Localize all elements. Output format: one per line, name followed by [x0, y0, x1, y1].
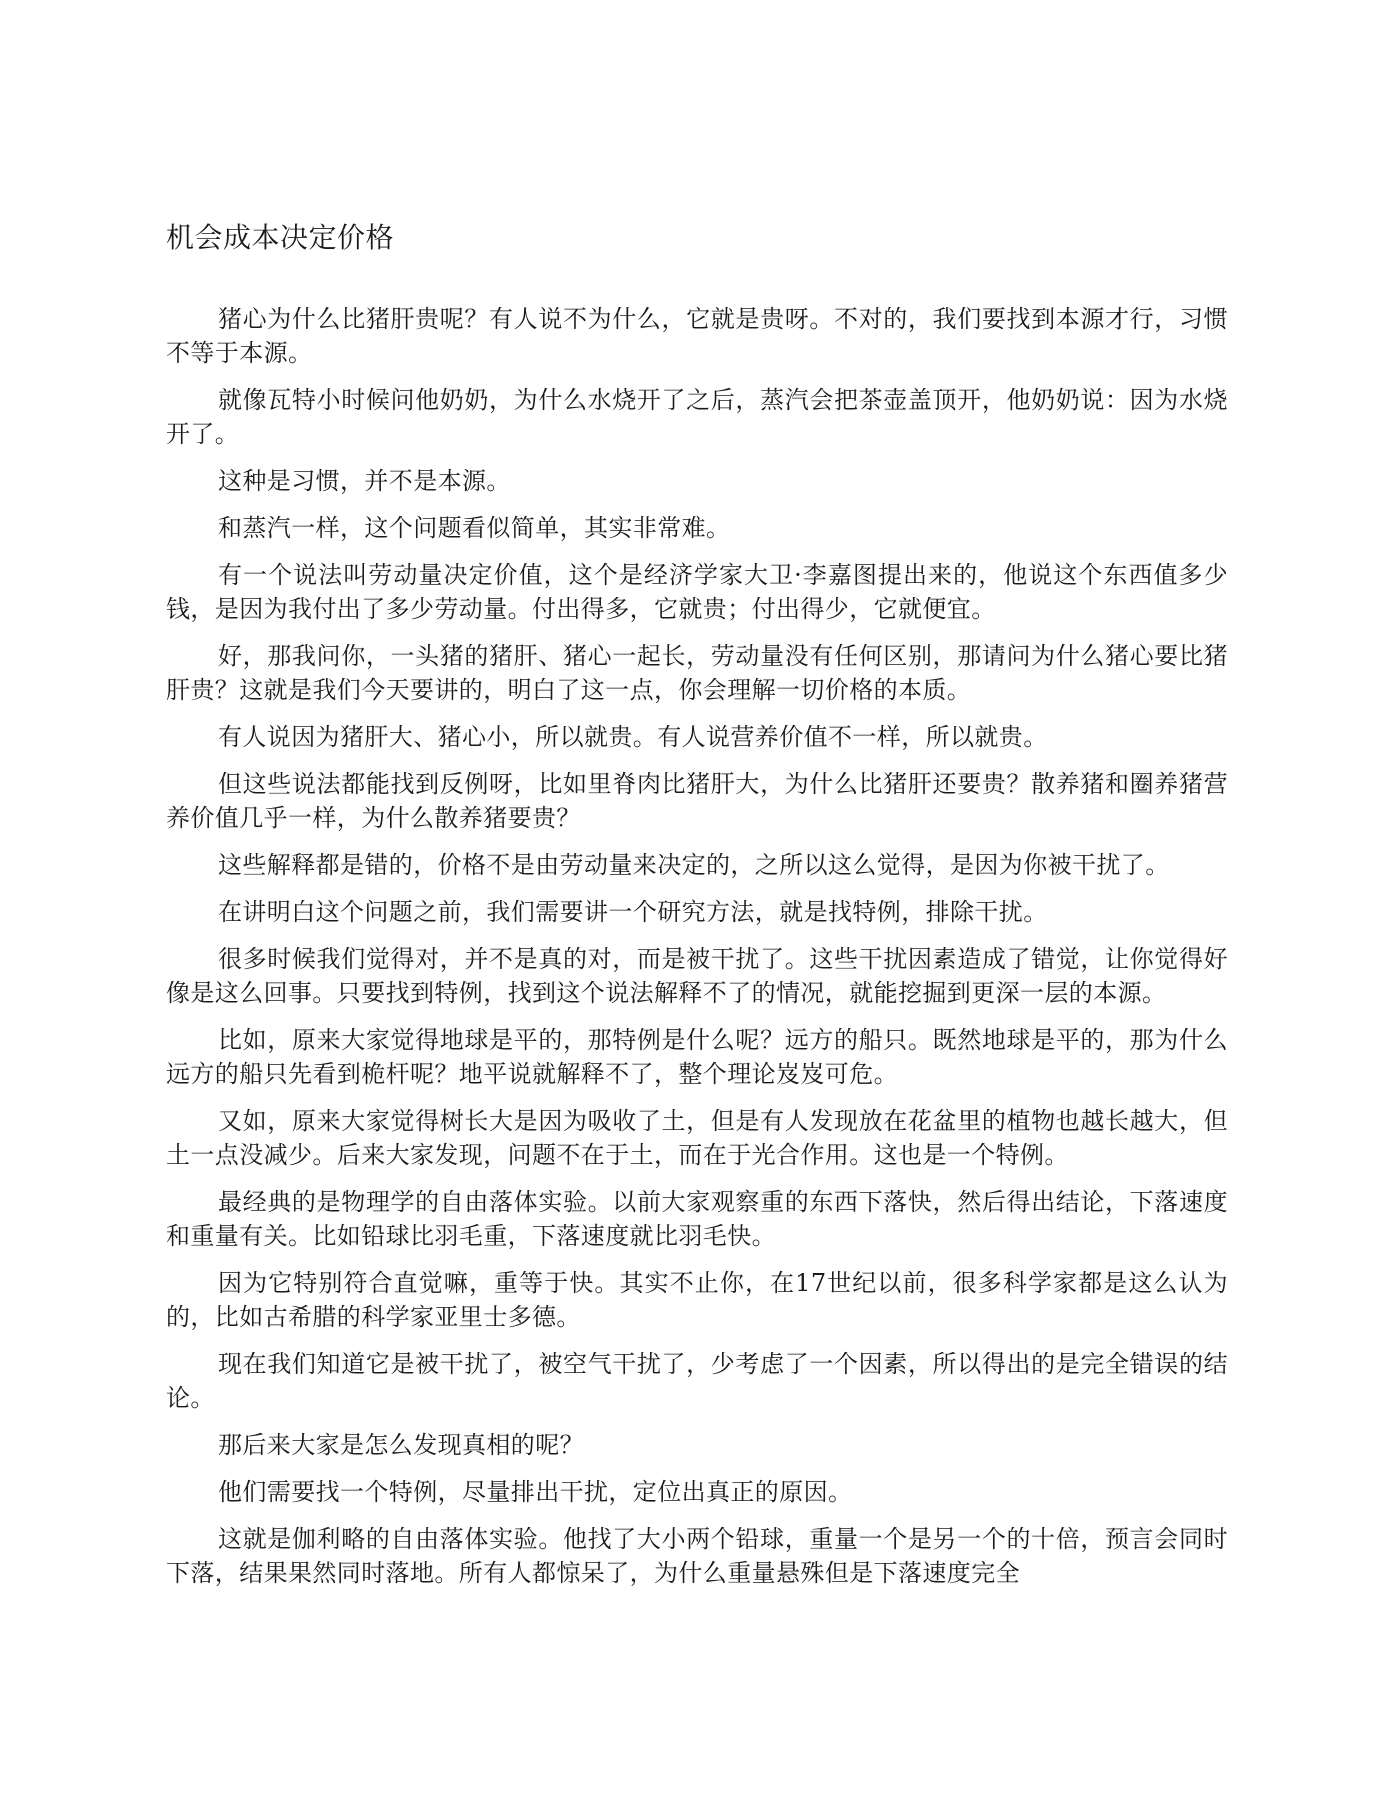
- paragraph: 有人说因为猪肝大、猪心小，所以就贵。有人说营养价值不一样，所以就贵。: [218, 723, 1048, 751]
- paragraph: 这就是伽利略的自由落体实验。他找了大小两个铅球，重量一个是另一个的十倍，预言会同时下落，结果果然同时落地。所有人都惊呆了，为什么重量悬殊但是下落速度完全: [166, 1525, 1228, 1587]
- document-body: [166, 302, 1228, 1603]
- paragraph: 又如，原来大家觉得树长大是因为吸收了土，但是有人发现放在花盆里的植物也越长越大，但土一点没减少。后来大家发现，问题不在于土，而在于光合作用。这也是一个特例。: [166, 1107, 1228, 1169]
- paragraph: 那后来大家是怎么发现真相的呢？: [218, 1431, 584, 1459]
- paragraph: 他们需要找一个特例，尽量排出干扰，定位出真正的原因。: [218, 1478, 853, 1506]
- paragraph: 有一个说法叫劳动量决定价值，这个是经济学家大卫·李嘉图提出来的，他说这个东西值多少钱，是因为我付出了多少劳动量。付出得多，它就贵；付出得少，它就便宜。: [166, 561, 1228, 623]
- paragraph: 但这些说法都能找到反例呀，比如里脊肉比猪肝大，为什么比猪肝还要贵？散养猪和圈养猪营养价值几乎一样，为什么散养猪要贵？: [166, 770, 1228, 832]
- paragraph: 这些解释都是错的，价格不是由劳动量来决定的，之所以这么觉得，是因为你被干扰了。: [218, 851, 1170, 879]
- paragraph: 和蒸汽一样，这个问题看似简单，其实非常难。: [218, 514, 731, 542]
- paragraph: 很多时候我们觉得对，并不是真的对，而是被干扰了。这些干扰因素造成了错觉，让你觉得好像是这么回事。只要找到特例，找到这个说法解释不了的情况，就能挖掘到更深一层的本源。: [166, 945, 1228, 1007]
- paragraph: 比如，原来大家觉得地球是平的，那特例是什么呢？远方的船只。既然地球是平的，那为什么远方的船只先看到桅杆呢？地平说就解释不了，整个理论岌岌可危。: [166, 1026, 1228, 1088]
- paragraph: 好，那我问你，一头猪的猪肝、猪心一起长，劳动量没有任何区别，那请问为什么猪心要比猪肝贵？这就是我们今天要讲的，明白了这一点，你会理解一切价格的本质。: [166, 642, 1228, 704]
- paragraph: 这种是习惯，并不是本源。: [218, 467, 511, 495]
- paragraph: 在讲明白这个问题之前，我们需要讲一个研究方法，就是找特例，排除干扰。: [218, 898, 1048, 926]
- document-title: 机会成本决定价格: [166, 221, 395, 254]
- document-page: [166, 0, 1228, 1800]
- paragraph: 最经典的是物理学的自由落体实验。以前大家观察重的东西下落快，然后得出结论，下落速度和重量有关。比如铅球比羽毛重，下落速度就比羽毛快。: [166, 1188, 1228, 1250]
- paragraph: 现在我们知道它是被干扰了，被空气干扰了，少考虑了一个因素，所以得出的是完全错误的结论。: [166, 1350, 1228, 1412]
- paragraph: 就像瓦特小时候问他奶奶，为什么水烧开了之后，蒸汽会把茶壶盖顶开，他奶奶说：因为水烧开了。: [166, 386, 1228, 448]
- paragraph: 猪心为什么比猪肝贵呢？有人说不为什么，它就是贵呀。不对的，我们要找到本源才行，习惯不等于本源。: [166, 305, 1228, 367]
- paragraph: 因为它特别符合直觉嘛，重等于快。其实不止你，在17世纪以前，很多科学家都是这么认为的，比如古希腊的科学家亚里士多德。: [166, 1269, 1228, 1331]
